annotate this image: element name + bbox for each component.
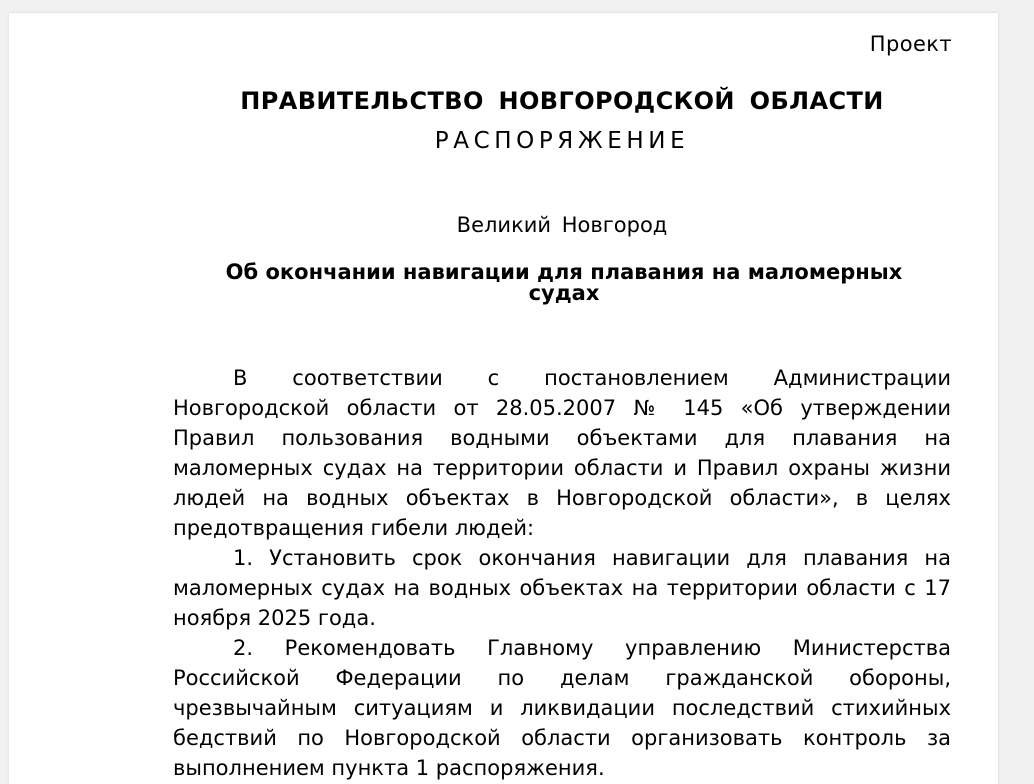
document-type: РАСПОРЯЖЕНИЕ [434, 128, 690, 154]
document-page [9, 13, 998, 784]
document-body [173, 363, 951, 783]
paragraph-item-1: 1. Установить срок окончания навигации для плавания на маломерных судах на водных объектах на территории области с 17 ноября 2025 года. [173, 546, 951, 630]
city: Великий Новгород [456, 213, 668, 237]
government-title: ПРАВИТЕЛЬСТВО НОВГОРОДСКОЙ ОБЛАСТИ [240, 87, 884, 115]
draft-label: Проект [869, 32, 952, 56]
paragraph-preamble: В соответствии с постановлением Администрации Новгородской области от 28.05.2007 № 145 «Об утверждении Правил пользования водными объектами для плавания на маломерных судах на территории области и Правил охраны жизни людей на водных объектах в Новгородской области», в целях предотвращения гибели людей: [173, 366, 951, 540]
paragraph-item-2: 2. Рекомендовать Главному управлению Министерства Российской Федерации по делам гражданской обороны, чрезвычайным ситуациям и ликвидации последствий стихийных бедствий по Новгородской области организовать контроль за выполнением пункта 1 распоряжения. [173, 636, 951, 780]
document-subject: Об окончании навигации для плавания на маломерных судах [225, 260, 903, 305]
